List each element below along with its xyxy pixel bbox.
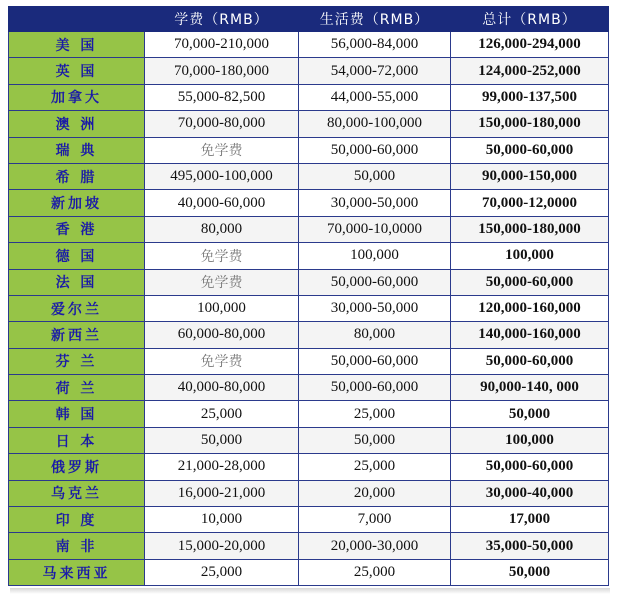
- country-cell: 韩 国: [9, 401, 145, 427]
- table-shadow: [10, 588, 610, 594]
- total-cell: 17,000: [451, 507, 609, 533]
- living-cell: 50,000-60,000: [299, 348, 451, 374]
- country-cell: 希 腊: [9, 163, 145, 189]
- header-row: [9, 7, 609, 32]
- living-cell: 70,000-10,0000: [299, 216, 451, 242]
- total-cell: 50,000-60,000: [451, 454, 609, 480]
- living-cell: 80,000-100,000: [299, 111, 451, 137]
- living-cell: 56,000-84,000: [299, 32, 451, 58]
- tuition-cell: 25,000: [145, 559, 299, 585]
- country-cell: 英 国: [9, 58, 145, 84]
- total-cell: 140,000-160,000: [451, 322, 609, 348]
- country-cell: 新加坡: [9, 190, 145, 216]
- table-row: [9, 375, 609, 401]
- table-row: [9, 533, 609, 559]
- tuition-cell: 16,000-21,000: [145, 480, 299, 506]
- tuition-cell: 21,000-28,000: [145, 454, 299, 480]
- country-cell: 德 国: [9, 243, 145, 269]
- table-row: [9, 111, 609, 137]
- country-cell: 法 国: [9, 269, 145, 295]
- tuition-cell: 70,000-210,000: [145, 32, 299, 58]
- country-cell: 澳 洲: [9, 111, 145, 137]
- total-cell: 100,000: [451, 427, 609, 453]
- total-cell: 126,000-294,000: [451, 32, 609, 58]
- living-cell: 30,000-50,000: [299, 190, 451, 216]
- cost-table-container: [8, 6, 608, 586]
- total-cell: 150,000-180,000: [451, 216, 609, 242]
- table-row: [9, 32, 609, 58]
- tuition-cell: 免学费: [145, 137, 299, 163]
- total-cell: 50,000-60,000: [451, 269, 609, 295]
- tuition-cell: 70,000-80,000: [145, 111, 299, 137]
- tuition-cell: 免学费: [145, 348, 299, 374]
- header-living: 生活费（RMB）: [299, 7, 451, 32]
- living-cell: 25,000: [299, 559, 451, 585]
- table-row: [9, 427, 609, 453]
- table-row: [9, 454, 609, 480]
- total-cell: 50,000-60,000: [451, 348, 609, 374]
- tuition-cell: 495,000-100,000: [145, 163, 299, 189]
- total-cell: 50,000: [451, 401, 609, 427]
- country-cell: 乌克兰: [9, 480, 145, 506]
- living-cell: 25,000: [299, 401, 451, 427]
- tuition-cell: 25,000: [145, 401, 299, 427]
- living-cell: 50,000: [299, 427, 451, 453]
- table-row: [9, 507, 609, 533]
- tuition-cell: 80,000: [145, 216, 299, 242]
- table-row: [9, 190, 609, 216]
- tuition-cell: 免学费: [145, 243, 299, 269]
- living-cell: 7,000: [299, 507, 451, 533]
- table-row: [9, 322, 609, 348]
- living-cell: 80,000: [299, 322, 451, 348]
- country-cell: 瑞 典: [9, 137, 145, 163]
- living-cell: 44,000-55,000: [299, 84, 451, 110]
- living-cell: 20,000-30,000: [299, 533, 451, 559]
- living-cell: 50,000: [299, 163, 451, 189]
- living-cell: 54,000-72,000: [299, 58, 451, 84]
- tuition-cell: 60,000-80,000: [145, 322, 299, 348]
- table-row: [9, 163, 609, 189]
- header-total: 总计（RMB）: [451, 7, 609, 32]
- table-row: [9, 348, 609, 374]
- header-tuition: 学费（RMB）: [145, 7, 299, 32]
- total-cell: 100,000: [451, 243, 609, 269]
- country-cell: 爱尔兰: [9, 295, 145, 321]
- total-cell: 120,000-160,000: [451, 295, 609, 321]
- tuition-cell: 15,000-20,000: [145, 533, 299, 559]
- study-abroad-cost-table: [8, 6, 609, 586]
- total-cell: 50,000: [451, 559, 609, 585]
- country-cell: 俄罗斯: [9, 454, 145, 480]
- country-cell: 香 港: [9, 216, 145, 242]
- total-cell: 50,000-60,000: [451, 137, 609, 163]
- tuition-cell: 100,000: [145, 295, 299, 321]
- table-row: [9, 295, 609, 321]
- total-cell: 35,000-50,000: [451, 533, 609, 559]
- table-row: [9, 58, 609, 84]
- living-cell: 50,000-60,000: [299, 375, 451, 401]
- living-cell: 30,000-50,000: [299, 295, 451, 321]
- table-row: [9, 137, 609, 163]
- total-cell: 99,000-137,500: [451, 84, 609, 110]
- header-corner: [9, 7, 145, 32]
- country-cell: 新西兰: [9, 322, 145, 348]
- country-cell: 印 度: [9, 507, 145, 533]
- country-cell: 南 非: [9, 533, 145, 559]
- living-cell: 50,000-60,000: [299, 137, 451, 163]
- living-cell: 20,000: [299, 480, 451, 506]
- country-cell: 日 本: [9, 427, 145, 453]
- tuition-cell: 40,000-80,000: [145, 375, 299, 401]
- table-row: [9, 216, 609, 242]
- country-cell: 美 国: [9, 32, 145, 58]
- country-cell: 马来西亚: [9, 559, 145, 585]
- total-cell: 124,000-252,000: [451, 58, 609, 84]
- tuition-cell: 10,000: [145, 507, 299, 533]
- tuition-cell: 70,000-180,000: [145, 58, 299, 84]
- table-row: [9, 480, 609, 506]
- table-row: [9, 269, 609, 295]
- tuition-cell: 55,000-82,500: [145, 84, 299, 110]
- living-cell: 100,000: [299, 243, 451, 269]
- table-body: [9, 32, 609, 586]
- tuition-cell: 50,000: [145, 427, 299, 453]
- tuition-cell: 40,000-60,000: [145, 190, 299, 216]
- table-row: [9, 84, 609, 110]
- country-cell: 芬 兰: [9, 348, 145, 374]
- living-cell: 25,000: [299, 454, 451, 480]
- total-cell: 90,000-150,000: [451, 163, 609, 189]
- total-cell: 30,000-40,000: [451, 480, 609, 506]
- total-cell: 90,000-140, 000: [451, 375, 609, 401]
- total-cell: 150,000-180,000: [451, 111, 609, 137]
- table-row: [9, 243, 609, 269]
- country-cell: 加拿大: [9, 84, 145, 110]
- country-cell: 荷 兰: [9, 375, 145, 401]
- total-cell: 70,000-12,0000: [451, 190, 609, 216]
- tuition-cell: 免学费: [145, 269, 299, 295]
- living-cell: 50,000-60,000: [299, 269, 451, 295]
- table-row: [9, 401, 609, 427]
- table-row: [9, 559, 609, 585]
